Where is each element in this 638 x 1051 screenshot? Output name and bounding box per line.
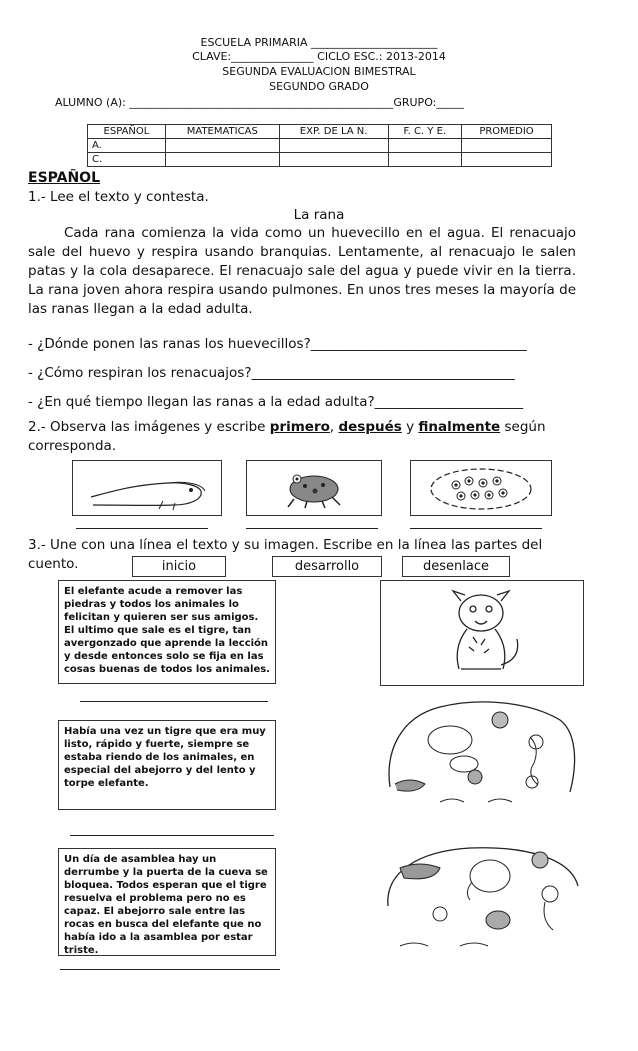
bee-icon — [492, 712, 508, 728]
q2-line2: corresponda. — [28, 438, 117, 454]
tiger-image — [380, 580, 584, 686]
monkey-mini-icon — [542, 886, 558, 902]
q1-instruction: 1.- Lee el texto y contesta. — [28, 189, 209, 205]
animals-icon — [380, 836, 582, 954]
squirrel-mini-icon — [433, 907, 447, 921]
tiger-icon — [381, 581, 583, 685]
answer-line-2[interactable] — [246, 528, 378, 529]
question-1: - ¿Dónde ponen las ranas los huevecillos?________________________________ — [28, 336, 527, 352]
tadpole-image — [72, 460, 222, 516]
clave-line: CLAVE:_______________ CICLO ESC.: 2013-2014 — [192, 50, 446, 63]
section-title: ESPAÑOL — [28, 170, 100, 186]
frog-image — [246, 460, 382, 516]
part-inicio: inicio — [132, 556, 226, 577]
q2-prefix: 2.- Observa las imágenes y escribe — [28, 419, 266, 435]
word-finalmente: finalmente — [418, 419, 501, 435]
eggs-image — [410, 460, 552, 516]
story-line-1[interactable] — [80, 701, 268, 702]
col-header: PROMEDIO — [461, 125, 551, 139]
word-despues: después — [338, 419, 402, 435]
grade-title: SEGUNDO GRADO — [269, 80, 369, 93]
word-primero: primero — [269, 419, 330, 435]
q2-suffix: según — [504, 419, 546, 435]
q2-conj: y — [406, 419, 415, 435]
story-title: La rana — [293, 207, 345, 223]
student-line: ALUMNO (A): ________________________________________________GRUPO:_____ — [55, 96, 464, 109]
col-header: ESPAÑOL — [88, 125, 166, 139]
story-text: Cada rana comienza la vida como un huevecillo en el agua. El renacuajo sale del huevo y respira usando branquias. Lentamente, al renacuajo le salen patas y la cola desaparece. El renacuajo sale del agua y puede vivir en la tierra. La rana joven ahora respira usando pulmones. En unos tres meses la mayoría de las ranas llegan a la edad adulta. — [28, 225, 576, 317]
tadpole-icon — [73, 461, 221, 515]
q3-instruction: 3.- Une con una línea el texto y su imagen. Escribe en la línea las partes del — [28, 537, 543, 553]
col-header: EXP. DE LA N. — [279, 125, 388, 139]
story-line-3[interactable] — [60, 969, 280, 970]
elephant-icon — [470, 860, 510, 892]
cave-image — [380, 692, 582, 810]
grades-table — [87, 124, 552, 167]
story-box-2: Había una vez un tigre que era muy listo, rápido y fuerte, siempre se estaba riendo de los animales, en especial del abejorro y del lento y torpe elefante. — [58, 720, 276, 810]
grade-cell[interactable] — [461, 139, 551, 153]
frog-eggs-icon — [411, 461, 551, 515]
bee-mini-icon — [532, 852, 548, 868]
evaluation-title: SEGUNDA EVALUACION BIMESTRAL — [222, 65, 416, 78]
story-line-2[interactable] — [70, 835, 274, 836]
story-box-3: Un día de asamblea hay un derrumbe y la puerta de la cueva se bloquea. Todos esperan que el tigre resuelva el problema pero no es capaz. El abejorro sale entre las rocas en busca del elefante que no había ido a la asamblea por estar triste. — [58, 848, 276, 956]
q2-instruction: 2.- Observa las imágenes y escribe primero, después y finalmente según — [28, 419, 546, 435]
grade-cell[interactable] — [165, 139, 279, 153]
animals-image — [380, 836, 582, 954]
col-header: F. C. Y E. — [388, 125, 461, 139]
col-header: MATEMATICAS — [165, 125, 279, 139]
part-desarrollo: desarrollo — [272, 556, 382, 577]
q3-line2: cuento. — [28, 556, 79, 572]
question-2: - ¿Cómo respiran los renacuajos?_______________________________________ — [28, 365, 515, 381]
row-label: C. — [88, 153, 166, 167]
grade-cell[interactable] — [388, 139, 461, 153]
turtle-icon — [486, 911, 510, 929]
grade-cell[interactable] — [388, 153, 461, 167]
answer-line-3[interactable] — [410, 528, 542, 529]
grade-cell[interactable] — [165, 153, 279, 167]
frog-icon — [247, 461, 381, 515]
story-box-1: El elefante acude a remover las piedras y todos los animales lo felicitan y quieren ser sus amigos. El ultimo que sale es el tigre, tan avergonzado que aprende la lección y desde entonces solo se fija en las cosas buenas de todos los animales. — [58, 580, 276, 684]
answer-line-1[interactable] — [76, 528, 208, 529]
grade-cell[interactable] — [461, 153, 551, 167]
row-label: A. — [88, 139, 166, 153]
question-3: - ¿En qué tiempo llegan las ranas a la edad adulta?______________________ — [28, 394, 524, 410]
grade-cell[interactable] — [279, 153, 388, 167]
school-line: ESCUELA PRIMARIA _______________________ — [200, 36, 438, 49]
cave-icon — [380, 692, 582, 810]
grade-cell[interactable] — [279, 139, 388, 153]
tiger-mini-icon — [400, 864, 440, 879]
part-desenlace: desenlace — [402, 556, 510, 577]
